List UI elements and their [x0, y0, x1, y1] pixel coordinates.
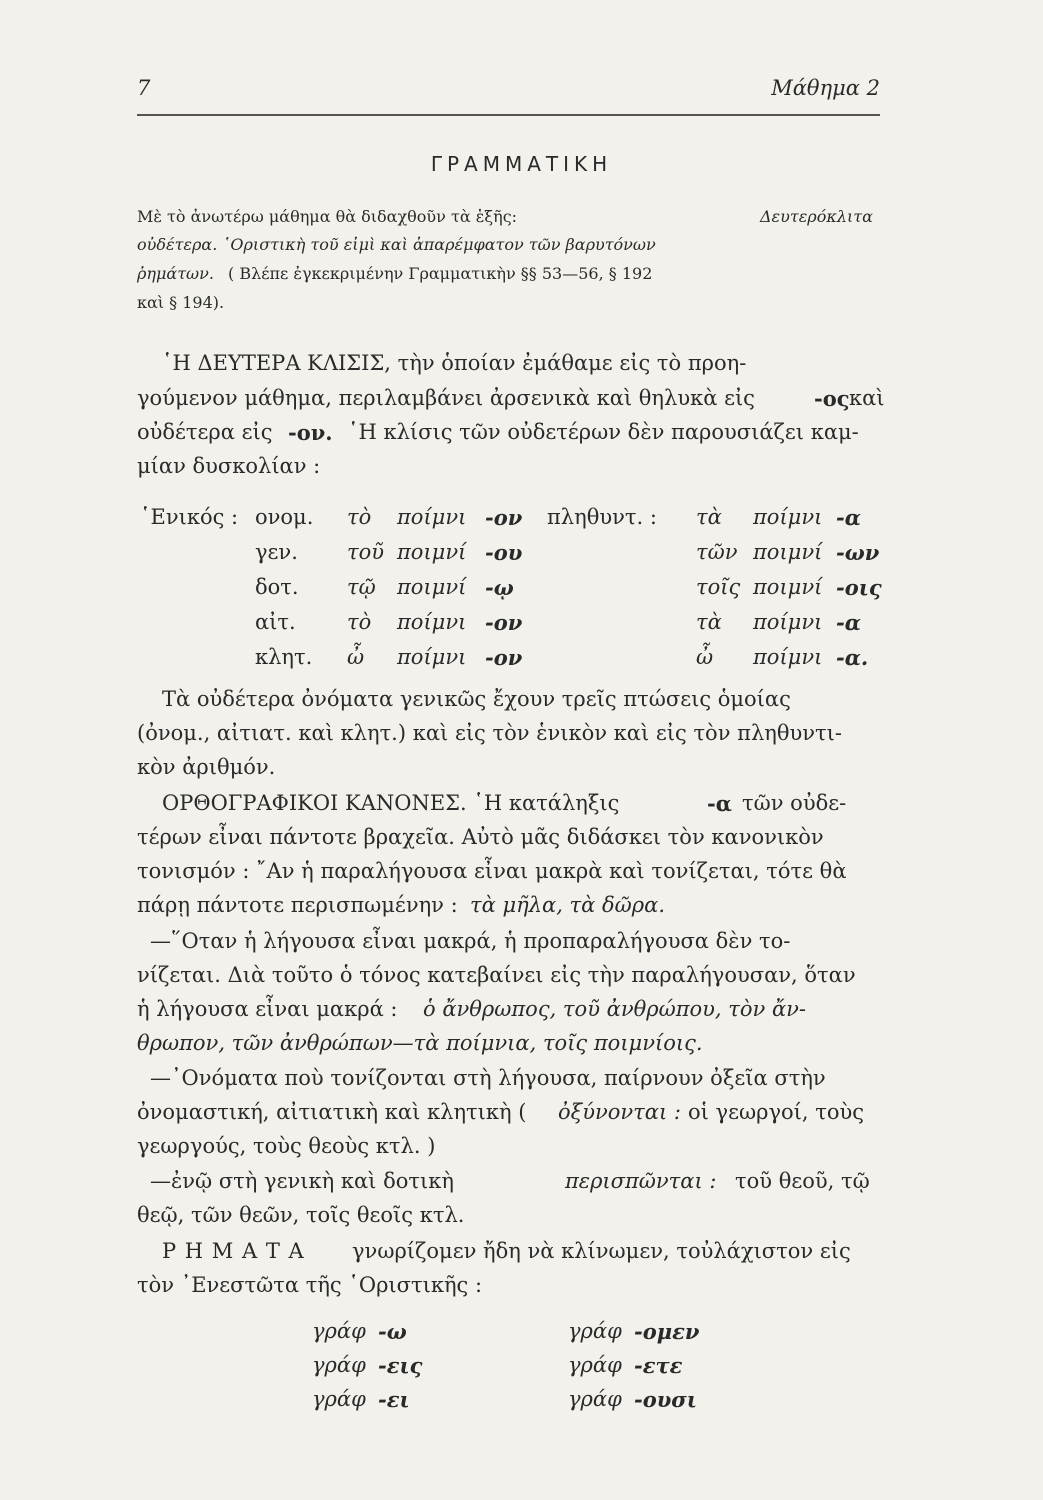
singular-ending: -ον: [485, 610, 523, 635]
plural-label: πληθυντ. :: [547, 505, 657, 529]
text-line: ὀνομαστική, αἰτιατικὴ καὶ κλητικὴ (: [137, 1100, 527, 1124]
singular-stem: ποιμνί: [397, 540, 467, 564]
text-line: (ὀνομ., αἰτιατ. καὶ κλητ.) καὶ εἰς τὸν ἑνικὸν καὶ εἰς τὸν πληθυντι-: [137, 721, 842, 745]
text-line: γούμενον μάθημα, περιλαμβάνει ἀρσενικὰ καὶ θηλυκὰ εἰς: [137, 386, 755, 410]
plural-stem: ποιμνί: [753, 575, 823, 599]
intro-line: καὶ § 194).: [137, 293, 225, 312]
plural-ending: -α: [836, 505, 861, 530]
singular-article: τὸ: [347, 610, 372, 634]
plural-ending: -ων: [836, 540, 880, 565]
plural-stem: ποίμνι: [753, 610, 823, 634]
text-line: —ἐνῷ στὴ γενικὴ καὶ δοτικὴ: [150, 1169, 454, 1193]
text-line: τονισμόν : ῎Αν ἡ παραλήγουσα εἶναι μακρὰ καὶ τονίζεται, τότε θὰ: [137, 859, 847, 883]
case-name: αἰτ.: [255, 610, 296, 634]
verb-ending: -εις: [378, 1353, 423, 1378]
verb-ending: -ομεν: [634, 1319, 700, 1344]
case-name: γεν.: [255, 540, 298, 564]
text-line: τοῦ θεοῦ, τῷ: [735, 1169, 870, 1193]
verb-ending: -ετε: [634, 1353, 683, 1378]
text-line: θεῷ, τῶν θεῶν, τοῖς θεοῖς κτλ.: [137, 1203, 465, 1227]
text-line: τῶν οὐδε-: [742, 791, 847, 815]
verb-stem: γράφ: [568, 1387, 622, 1411]
singular-article: τῷ: [347, 575, 376, 599]
text-line: γνωρίζομεν ἤδη νὰ κλίνωμεν, τοὐλάχιστον εἰς: [352, 1239, 851, 1263]
text-line: πάρῃ πάντοτε περισπωμένην :: [137, 893, 458, 917]
text-line: ῾Η κλίσις τῶν οὐδετέρων δὲν παρουσιάζει καμ-: [348, 420, 859, 444]
singular-article: ὦ: [347, 645, 365, 669]
text-line: κὸν ἀριθμόν.: [137, 755, 276, 779]
verb-ending: -ουσι: [634, 1387, 697, 1412]
ending-bold: -ος: [814, 386, 850, 411]
intro-line: ( Βλέπε ἐγκεκριμένην Γραμματικὴν §§ 53—56, § 192: [228, 264, 653, 283]
text-line: ῾Η ΔΕΥΤΕΡΑ ΚΛΙΣΙΣ, τὴν ὁποίαν ἐμάθαμε εἰς τὸ προη-: [162, 351, 747, 375]
plural-ending: -α.: [836, 645, 869, 670]
text-line: οὐδέτερα εἰς: [137, 420, 273, 444]
plural-ending: -α: [836, 610, 861, 635]
plural-stem: ποίμνι: [753, 645, 823, 669]
example-italic: περισπῶνται :: [565, 1169, 717, 1193]
verb-stem: γράφ: [568, 1353, 622, 1377]
plural-stem: ποίμνι: [753, 505, 823, 529]
verb-stem: γράφ: [312, 1353, 366, 1377]
singular-article: τὸ: [347, 505, 372, 529]
plural-article: τὰ: [696, 610, 722, 634]
plural-article: τὰ: [696, 505, 722, 529]
text-line: —᾿Ονόματα ποὺ τονίζονται στὴ λήγουσα, παίρνουν ὀξεῖα στὴν: [150, 1066, 826, 1090]
text-line: καὶ: [849, 386, 885, 410]
verb-stem: γράφ: [568, 1319, 622, 1343]
singular-ending: -ου: [485, 540, 523, 565]
plural-stem: ποιμνί: [753, 540, 823, 564]
example-italic: ὁ ἄνθρωπος, τοῦ ἀνθρώπου, τὸν ἄν-: [423, 997, 807, 1021]
plural-article: τῶν: [696, 540, 738, 564]
verb-ending: -ω: [378, 1319, 407, 1344]
text-line: γεωργούς, τοὺς θεοὺς κτλ. ): [137, 1134, 436, 1158]
intro-line-italic: ῥημάτων.: [137, 264, 214, 283]
intro-line-italic: Δευτερόκλιτα: [760, 207, 873, 226]
verb-ending: -ει: [378, 1387, 410, 1412]
example-italic: τὰ μῆλα, τὰ δῶρα.: [470, 893, 665, 917]
singular-article: τοῦ: [347, 540, 385, 564]
text-line: Ρ Η Μ Α Τ Α: [162, 1239, 305, 1263]
text-line: —῞Οταν ἡ λήγουσα εἶναι μακρά, ἡ προπαραλήγουσα δὲν το-: [150, 929, 791, 953]
text-line: ΟΡΘΟΓΡΑΦΙΚΟΙ ΚΑΝΟΝΕΣ. ῾Η κατάληξις: [162, 791, 620, 815]
ending-bold: -α: [707, 791, 732, 816]
text-line: τὸν ᾿Ενεστῶτα τῆς ῾Οριστικῆς :: [137, 1273, 483, 1297]
singular-ending: -ον: [485, 645, 523, 670]
text-line: μίαν δυσκολίαν :: [137, 454, 321, 478]
verb-stem: γράφ: [312, 1387, 366, 1411]
singular-stem: ποίμνι: [397, 610, 467, 634]
example-italic: ὀξύνονται :: [558, 1100, 681, 1124]
text-line: νίζεται. Διὰ τοῦτο ὁ τόνος κατεβαίνει εἰς τὴν παραλήγουσαν, ὅταν: [137, 963, 856, 987]
example-italic: θρωπον, τῶν ἀνθρώπων—τὰ ποίμνια, τοῖς ποιμνίοις.: [137, 1031, 703, 1055]
verb-stem: γράφ: [312, 1319, 366, 1343]
singular-stem: ποίμνι: [397, 645, 467, 669]
singular-label: ῾Ενικός :: [140, 505, 239, 529]
singular-ending: -ον: [485, 505, 523, 530]
singular-stem: ποιμνί: [397, 575, 467, 599]
text-line: ἡ λήγουσα εἶναι μακρά :: [137, 997, 398, 1021]
text-line: Τὰ οὐδέτερα ὀνόματα γενικῶς ἔχουν τρεῖς πτώσεις ὁμοίας: [162, 687, 791, 711]
text-line: οἱ γεωργοί, τοὺς: [688, 1100, 865, 1124]
page-number: 7: [137, 76, 151, 100]
intro-line: οὐδέτερα. ῾Οριστικὴ τοῦ εἰμὶ καὶ ἀπαρέμφατον τῶν βαρυτόνων: [137, 235, 656, 254]
text-line: τέρων εἶναι πάντοτε βραχεῖα. Αὐτὸ μᾶς διδάσκει τὸν κανονικὸν: [137, 825, 824, 849]
section-title: ΓΡΑΜΜΑΤΙΚΗ: [430, 152, 613, 176]
plural-article: ὦ: [696, 645, 714, 669]
running-head: Μάθημα 2: [771, 76, 880, 100]
intro-line: Μὲ τὸ ἀνωτέρω μάθημα θὰ διδαχθοῦν τὰ ἑξῆς:: [137, 207, 518, 226]
singular-ending: -ῳ: [485, 575, 514, 600]
plural-article: τοῖς: [696, 575, 741, 599]
plural-ending: -οις: [836, 575, 882, 600]
case-name: ονομ.: [255, 505, 314, 529]
singular-stem: ποίμνι: [397, 505, 467, 529]
ending-bold: -ον.: [288, 420, 333, 445]
case-name: δοτ.: [255, 575, 299, 599]
case-name: κλητ.: [255, 645, 313, 669]
header-rule: [137, 114, 880, 116]
